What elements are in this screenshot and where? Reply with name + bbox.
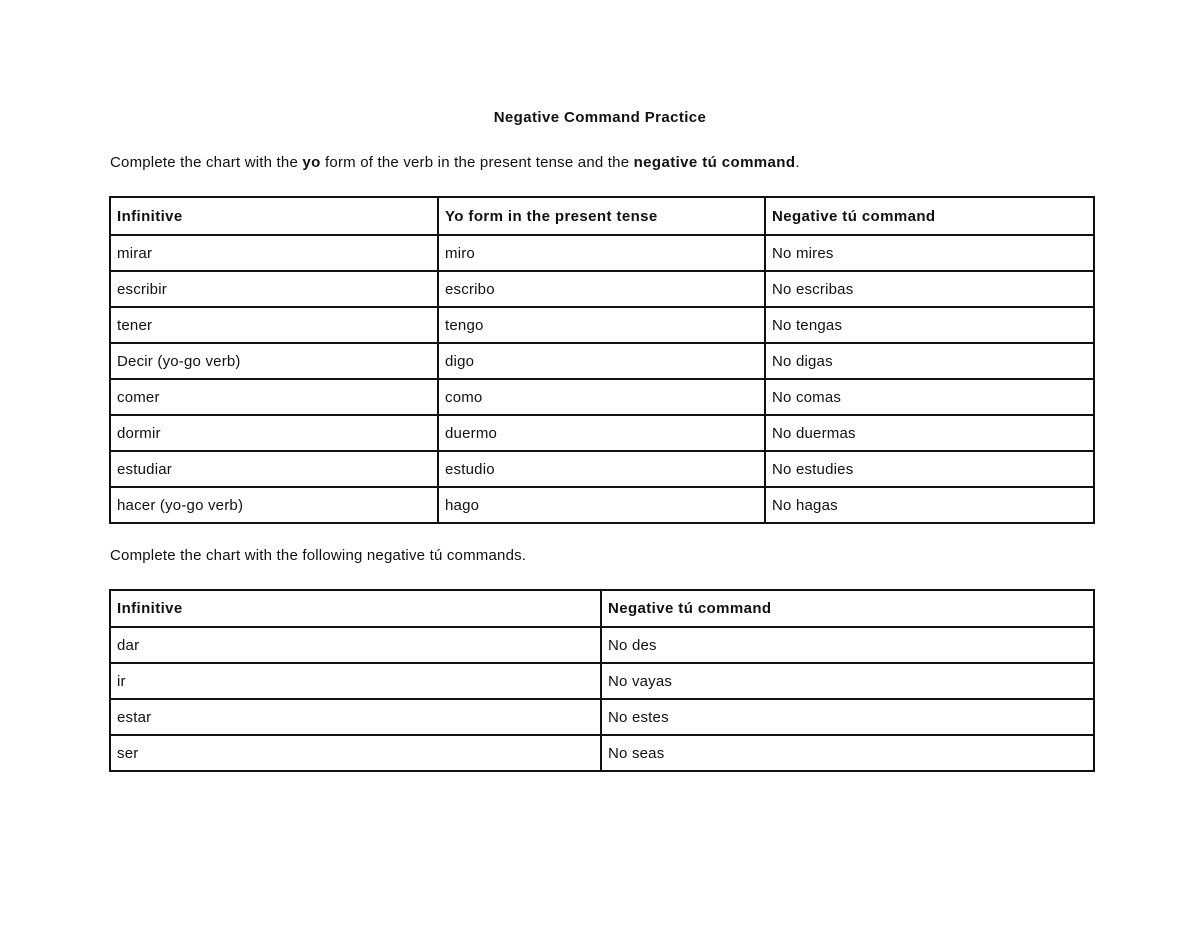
cell-negative-command: No tengas [765, 307, 1094, 343]
cell-negative-command: No mires [765, 235, 1094, 271]
cell-negative-command: No comas [765, 379, 1094, 415]
table-row [110, 487, 1094, 523]
cell-infinitive: dar [110, 627, 601, 663]
instruction-1-text-pre: Complete the chart with the [110, 154, 303, 171]
cell-infinitive: dormir [110, 415, 438, 451]
column-header-infinitive: Infinitive [110, 590, 601, 627]
cell-yo-form: duermo [438, 415, 765, 451]
cell-yo-form: estudio [438, 451, 765, 487]
table-header-row [110, 590, 1094, 627]
column-header-infinitive: Infinitive [110, 197, 438, 235]
table-row [110, 379, 1094, 415]
cell-negative-command: No hagas [765, 487, 1094, 523]
cell-yo-form: tengo [438, 307, 765, 343]
table-row [110, 235, 1094, 271]
cell-yo-form: digo [438, 343, 765, 379]
cell-infinitive: ir [110, 663, 601, 699]
cell-yo-form: como [438, 379, 765, 415]
column-header-negative-command: Negative tú command [765, 197, 1094, 235]
cell-infinitive: comer [110, 379, 438, 415]
table-row [110, 699, 1094, 735]
table-row [110, 343, 1094, 379]
irregular-command-table [109, 589, 1095, 772]
instruction-1-text-mid: form of the verb in the present tense and the [320, 154, 634, 171]
cell-infinitive: tener [110, 307, 438, 343]
cell-infinitive: estar [110, 699, 601, 735]
verb-chart-table [109, 196, 1095, 524]
instruction-1-text-post: . [795, 154, 800, 171]
instruction-1-bold-yo: yo [302, 154, 321, 171]
cell-negative-command: No vayas [601, 663, 1094, 699]
cell-infinitive: ser [110, 735, 601, 771]
cell-infinitive: mirar [110, 235, 438, 271]
table-row [110, 271, 1094, 307]
cell-infinitive: Decir (yo-go verb) [110, 343, 438, 379]
cell-yo-form: escribo [438, 271, 765, 307]
table-header-row [110, 197, 1094, 235]
table-row [110, 307, 1094, 343]
cell-yo-form: hago [438, 487, 765, 523]
instruction-1 [110, 154, 800, 171]
cell-negative-command: No estudies [765, 451, 1094, 487]
cell-infinitive: estudiar [110, 451, 438, 487]
instruction-1-bold-command: negative tú command [633, 154, 796, 171]
cell-infinitive: hacer (yo-go verb) [110, 487, 438, 523]
cell-infinitive: escribir [110, 271, 438, 307]
cell-negative-command: No duermas [765, 415, 1094, 451]
page-title: Negative Command Practice [493, 109, 707, 126]
instruction-2: Complete the chart with the following negative tú commands. [110, 547, 527, 564]
table-row [110, 735, 1094, 771]
cell-negative-command: No escribas [765, 271, 1094, 307]
table-row [110, 627, 1094, 663]
cell-negative-command: No seas [601, 735, 1094, 771]
cell-negative-command: No estes [601, 699, 1094, 735]
table-row [110, 415, 1094, 451]
table-row [110, 663, 1094, 699]
column-header-yo-form: Yo form in the present tense [438, 197, 765, 235]
cell-yo-form: miro [438, 235, 765, 271]
cell-negative-command: No digas [765, 343, 1094, 379]
table-row [110, 451, 1094, 487]
cell-negative-command: No des [601, 627, 1094, 663]
column-header-negative-command: Negative tú command [601, 590, 1094, 627]
